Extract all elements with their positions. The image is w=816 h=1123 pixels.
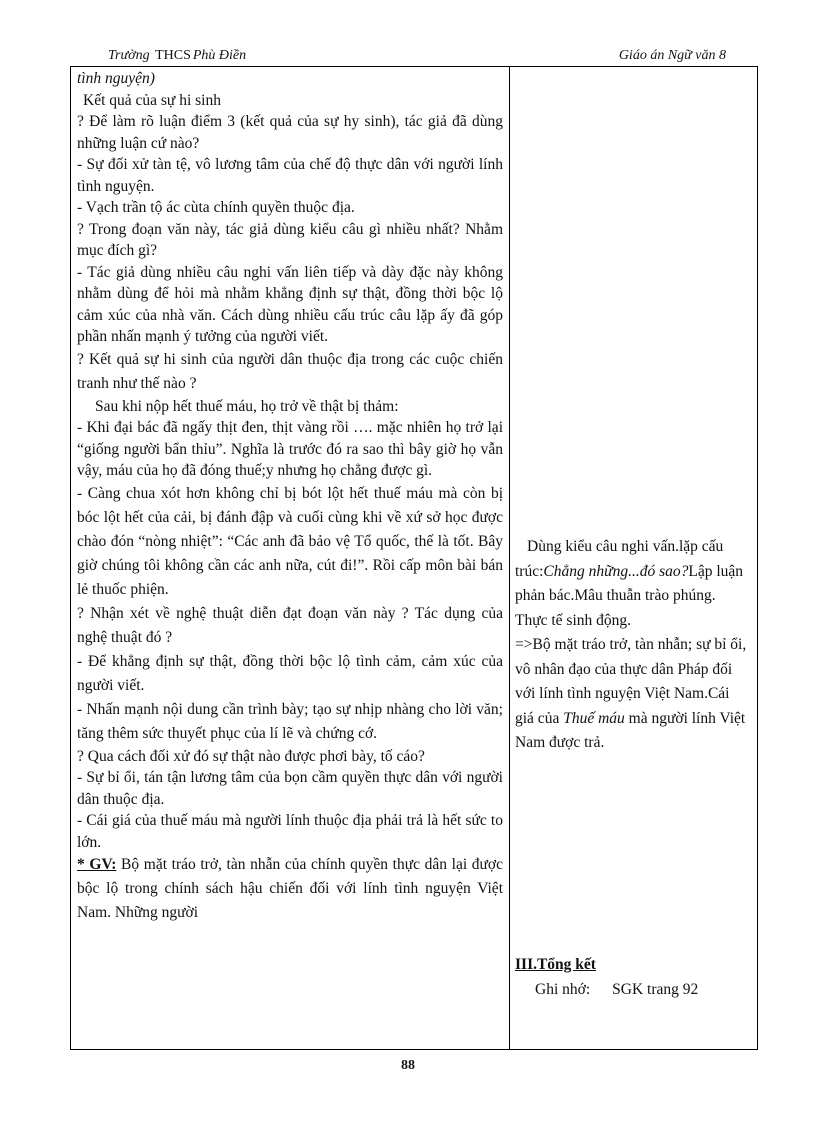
right-note-2 <box>515 633 751 756</box>
header-school <box>108 48 246 64</box>
left-para-13: - Để khẳng định sự thật, đồng thời bộc lộ tình cảm, cảm xúc của người viết. <box>77 652 503 694</box>
left-para-9: Sau khi nộp hết thuế máu, họ trở về thật bị thảm: <box>95 397 399 415</box>
left-para-5: - Vạch trần tộ ác cùta chính quyền thuộc địa. <box>77 199 355 216</box>
right-note-2-emphasis: Thuế máu <box>563 709 625 727</box>
left-para-1: tình nguyện) <box>77 70 155 87</box>
right-note-1-text-2: Lập luận phản bác.Mâu thuẫn trào phúng. Thực tế sinh động. <box>515 562 744 629</box>
left-column <box>77 68 503 925</box>
header-subject: Giáo án Ngữ văn 8 <box>618 48 726 63</box>
right-note-1-text: Dùng kiểu câu nghi vấn.lặp cấu trúc: <box>515 538 724 580</box>
left-para-7: - Tác giả dùng nhiều câu nghi vấn liên tiếp và dày đặc này không nhằm dùng để hỏi mà nhằm khẳng định sự thật, đồng thời bộc lộ cảm xúc của nhà văn. Cách dùng nhiều cấu trúc câu lặp ấy đã góp phần nhấn mạnh ý tưởng của người viết. <box>77 263 503 345</box>
remember-note <box>515 978 751 1003</box>
gv-text: Bộ mặt tráo trở, tàn nhẫn của chính quyền thực dân lại được bộc lộ trong chính sách hậu chiến đối với lính tình nguyện Việt Nam. Những người <box>77 856 503 921</box>
remember-label: Ghi nhớ: <box>535 980 591 998</box>
left-para-6: ? Trong đoạn văn này, tác giả dùng kiểu câu gì nhiều nhất? Nhằm mục đích gì? <box>77 220 503 259</box>
left-para-10: - Khi đại bác đã ngấy thịt đen, thịt vàng rồi …. mặc nhiên họ trở lại “giống người bẩn thỉu”. Nghĩa là trước đó ra sao thì bây giờ họ vẫn vậy, máu của họ đã đóng thuế;y nhưng họ chẳng được gì. <box>77 419 503 479</box>
left-para-3: ? Để làm rõ luận điểm 3 (kết quả của sự hy sinh), tác giả đã dùng những luận cứ nào? <box>77 113 503 152</box>
remember-value: SGK trang 92 <box>612 980 699 998</box>
page-number: 88 <box>401 1058 415 1073</box>
left-para-12: ? Nhận xét về nghệ thuật diễn đạt đoạn văn này ? Tác dụng của nghệ thuật đó ? <box>77 604 503 646</box>
left-para-8: ? Kết quả sự hi sinh của người dân thuộc địa trong các cuộc chiến tranh như thế nào ? <box>77 350 503 392</box>
left-para-17: - Cái giá của thuế máu mà người lính thuộc địa phải trả là hết sức to lớn. <box>77 812 503 851</box>
left-para-15: ? Qua cách đối xử đó sự thật nào được phơi bày, tố cáo? <box>77 747 425 765</box>
gv-label: * GV: <box>77 856 117 873</box>
right-note-2-text-2: mà người lính Việt Nam được trả. <box>515 709 746 751</box>
right-note-1-emphasis: Chẳng những...đó sao? <box>543 562 689 580</box>
left-para-14: - Nhấn mạnh nội dung cần trình bày; tạo sự nhịp nhàng cho lời văn; tăng thêm sức thuyết phục của lí lẽ và chứng cớ. <box>77 700 503 742</box>
header-school-name: Phù Điền <box>192 48 247 63</box>
right-note-1 <box>515 535 751 633</box>
left-para-4: - Sự đối xử tàn tệ, vô lương tâm của chế độ thực dân với người lính tình nguyện. <box>77 156 503 195</box>
left-para-2: Kết quả của sự hi sinh <box>83 91 221 109</box>
summary-section <box>515 953 751 1002</box>
right-note-2-text: =>Bộ mặt tráo trở, tàn nhẫn; sự bỉ ổi, vô nhân đạo của thực dân Pháp đối với lính tình nguyện Việt Nam.Cái giá của <box>515 636 747 727</box>
right-column-notes <box>515 535 751 756</box>
summary-heading: III.Tổng kết <box>515 956 596 973</box>
header-school-type: THCS <box>155 48 191 63</box>
column-divider <box>509 66 510 1050</box>
left-para-11: - Càng chua xót hơn không chỉ bị bót lột hết thuế máu mà còn bị bóc lột hết của cải, bị đánh đập và cuối cùng khi về xứ sở học được chào đón “nòng nhiệt”: “Các anh đã bảo vệ Tổ quốc, thế là tốt. Bây giờ chúng tôi không cần các anh nữa, cút đi!”. Rồi cấp môn bài bán lẻ thuốc phiện. <box>77 484 503 598</box>
header-school-prefix: Trường <box>108 48 150 63</box>
left-para-18 <box>77 853 503 925</box>
left-para-16: - Sự bỉ ổi, tán tận lương tâm của bọn cầm quyền thực dân với người dân thuộc địa. <box>77 769 503 808</box>
